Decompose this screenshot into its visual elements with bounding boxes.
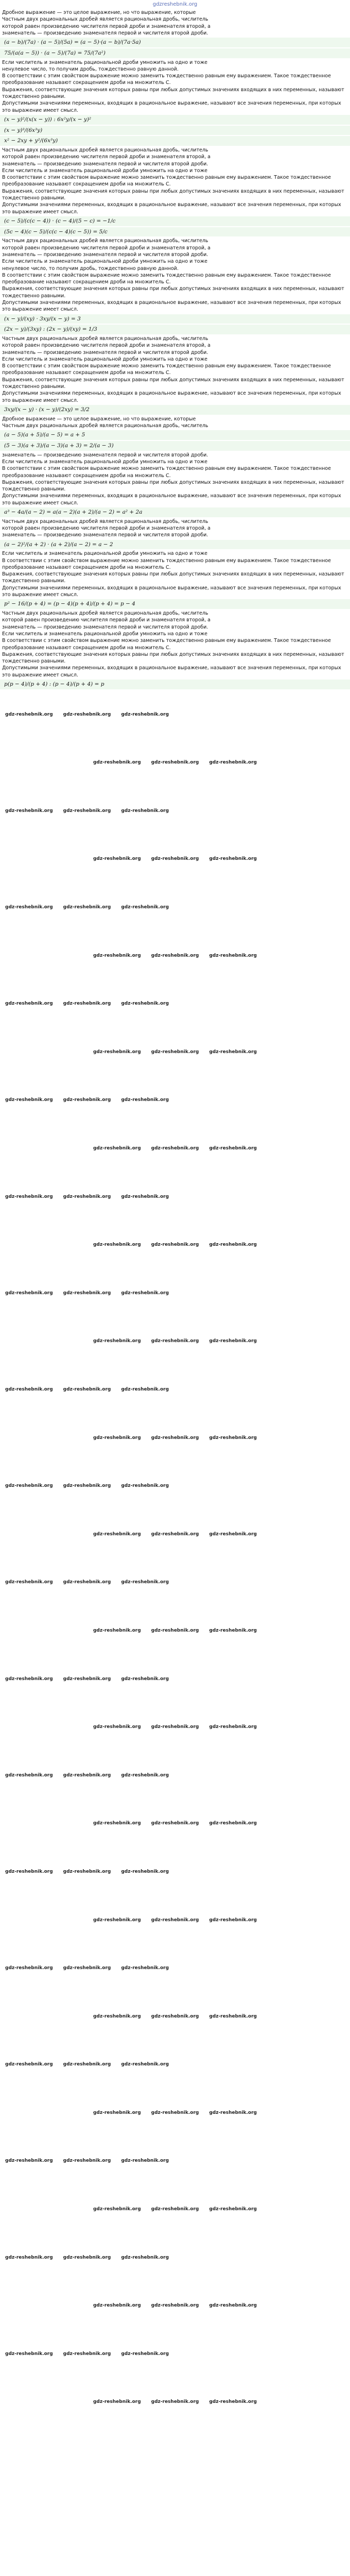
watermark-text: gdz-reshebnik.org <box>121 1290 169 1296</box>
paragraph: Частным двух рациональных дробей является рациональная дробь, числитель <box>2 518 208 524</box>
paragraph: В соответствии с этим свойством выражение можно заменить тождественно равным ему выражением. Такое тождественное преобразование называют сокращением дроби на множитель C. <box>2 363 331 376</box>
watermark-text: gdz-reshebnik.org <box>151 1049 199 1055</box>
watermark-text: gdz-reshebnik.org <box>93 1435 141 1440</box>
watermark-line <box>0 1944 350 1992</box>
watermark-text: gdz-reshebnik.org <box>151 2399 199 2405</box>
watermark-text: gdz-reshebnik.org <box>151 1146 199 1151</box>
watermark-text: gdz-reshebnik.org <box>93 1146 141 1151</box>
paragraph: Частным двух рациональных дробей является рациональная дробь, числитель <box>2 238 208 244</box>
watermark-text: gdz-reshebnik.org <box>5 1869 53 1874</box>
watermark-text: gdz-reshebnik.org <box>63 1001 111 1007</box>
watermark-text: gdz-reshebnik.org <box>5 2062 53 2067</box>
paragraph: знаменатель — произведению знаменателя первой и числителя второй дроби. <box>2 624 208 630</box>
watermark-text: gdz-reshebnik.org <box>93 856 141 862</box>
paragraph: знаменатель — произведению знаменателя первой и числителя второй дроби. <box>2 452 208 458</box>
watermark-line <box>0 1751 350 1800</box>
watermark-text: gdz-reshebnik.org <box>151 856 199 862</box>
watermark-line <box>0 2137 350 2185</box>
watermark-text: gdz-reshebnik.org <box>121 1965 169 1971</box>
watermark-line <box>0 1992 350 2041</box>
watermark-text: gdz-reshebnik.org <box>63 1772 111 1778</box>
watermark-text: gdz-reshebnik.org <box>121 1386 169 1392</box>
watermark-text: gdz-reshebnik.org <box>93 1049 141 1055</box>
watermark-text: gdz-reshebnik.org <box>209 2303 257 2309</box>
watermark-text: gdz-reshebnik.org <box>151 760 199 766</box>
math-formula: 75/(a(a − 5)) · (a − 5)/(7a) = 75/(7a²) <box>0 48 350 58</box>
watermark-text: gdz-reshebnik.org <box>5 2255 53 2260</box>
math-formula: x² − 2xy + y²/(6x³y) <box>0 136 350 146</box>
watermark-area <box>0 690 350 2576</box>
watermark-text: gdz-reshebnik.org <box>93 2399 141 2405</box>
watermark-text: gdz-reshebnik.org <box>121 1772 169 1778</box>
paragraph: Если числитель и знаменатель рациональной дроби умножить на одно и тоже <box>2 356 208 362</box>
math-formula: 3xy/(x − y) · (x − y)/(2xy) = 3/2 <box>0 405 350 415</box>
watermark-line <box>0 1028 350 1076</box>
paragraph: Частным двух рациональных дробей является рациональная дробь, числитель <box>2 335 208 342</box>
watermark-line <box>0 2233 350 2282</box>
section-5 <box>0 416 350 506</box>
watermark-text: gdz-reshebnik.org <box>121 1483 169 1489</box>
watermark-text: gdz-reshebnik.org <box>63 1965 111 1971</box>
watermark-line <box>0 1365 350 1414</box>
watermark-line <box>0 1462 350 1510</box>
watermark-text: gdz-reshebnik.org <box>5 711 53 717</box>
watermark-line <box>0 979 350 1028</box>
watermark-line <box>0 1221 350 1269</box>
section-4 <box>0 314 350 415</box>
math-formula: (x − y)²/(x(x − y)) : 6x²y/(x − y)² <box>0 115 350 125</box>
watermark-text: gdz-reshebnik.org <box>93 2303 141 2309</box>
watermark-text: gdz-reshebnik.org <box>5 1386 53 1392</box>
watermark-text: gdz-reshebnik.org <box>209 1435 257 1440</box>
watermark-text: gdz-reshebnik.org <box>93 760 141 766</box>
watermark-text: gdz-reshebnik.org <box>209 1724 257 1730</box>
watermark-text: gdz-reshebnik.org <box>63 2255 111 2260</box>
watermark-text: gdz-reshebnik.org <box>63 1869 111 1874</box>
paragraph: Дробное выражение — это целое выражение, но что выражение, которые <box>2 416 196 422</box>
watermark-line <box>0 1606 350 1655</box>
watermark-line <box>0 2330 350 2378</box>
paragraph: Частным двух рациональных дробей является рациональная дробь, числитель <box>2 147 208 153</box>
watermark-text: gdz-reshebnik.org <box>209 953 257 958</box>
watermark-line <box>0 835 350 883</box>
paragraph: В соответствии с этим свойством выражение можно заменить тождественно равным ему выражением. Такое тождественное преобразование называют сокращением дроби на множитель C. <box>2 175 331 188</box>
paragraph: Если числитель и знаменатель рациональной дроби умножить на одно и тоже <box>2 459 208 465</box>
watermark-text: gdz-reshebnik.org <box>5 808 53 814</box>
watermark-text: gdz-reshebnik.org <box>121 1001 169 1007</box>
watermark-text: gdz-reshebnik.org <box>209 1628 257 1633</box>
watermark-line <box>0 1317 350 1365</box>
paragraph: которой равен произведению числителя первой дроби и знаменателя второй, а <box>2 245 211 251</box>
watermark-line <box>0 738 350 787</box>
math-formula: (x − y)³/(6x³y) <box>0 126 350 135</box>
paragraph: Частным двух рациональных дробей является рациональная дробь, числитель <box>2 611 208 617</box>
watermark-text: gdz-reshebnik.org <box>93 2013 141 2019</box>
paragraph: В соответствии с этим свойством выражение можно заменить тождественно равным ему выражением. Такое тождественное преобразование называют сокращением дроби на множитель C. <box>2 557 331 570</box>
watermark-line <box>0 2040 350 2089</box>
watermark-line <box>0 2281 350 2330</box>
watermark-line <box>0 2089 350 2137</box>
watermark-line <box>0 1173 350 1221</box>
paragraph: Если числитель и знаменатель рациональной дроби умножить на одно и тоже <box>2 631 208 637</box>
paragraph: Если числитель и знаменатель рациональной дроби умножить на одно и тоже <box>2 259 208 265</box>
watermark-line <box>0 1655 350 1703</box>
watermark-text: gdz-reshebnik.org <box>209 1242 257 1248</box>
paragraph: Допустимыми значениями переменных, входящих в рациональное выражение, называют все значения переменных, при которых это выражение имеет смысл. <box>2 391 341 403</box>
paragraph: знаменатель — произведению знаменателя первой и числителя второй дроби. <box>2 30 208 36</box>
watermark-text: gdz-reshebnik.org <box>121 711 169 717</box>
watermark-line <box>0 883 350 931</box>
watermark-text: gdz-reshebnik.org <box>5 1676 53 1682</box>
paragraph: знаменатель — произведению знаменателя первой и числителя второй дроби. <box>2 532 208 538</box>
watermark-text: gdz-reshebnik.org <box>5 2158 53 2164</box>
watermark-text: gdz-reshebnik.org <box>63 808 111 814</box>
watermark-text: gdz-reshebnik.org <box>121 1194 169 1199</box>
watermark-text: gdz-reshebnik.org <box>93 1338 141 1344</box>
paragraph: знаменатель — произведению знаменателя первой и числителя второй дроби. <box>2 161 208 167</box>
content <box>0 9 350 2576</box>
watermark-text: gdz-reshebnik.org <box>5 1001 53 1007</box>
math-formula: (2x − y)/(3xy) : (2x − y)/(xy) = 1/3 <box>0 325 350 334</box>
watermark-line <box>0 1703 350 1751</box>
section-3 <box>0 216 350 313</box>
paragraph: которой равен произведению числителя первой дроби и знаменателя второй, а <box>2 154 211 160</box>
watermark-text: gdz-reshebnik.org <box>151 2013 199 2019</box>
math-formula: p² − 16/(p + 4) = (p − 4)(p + 4)/(p + 4) = p − 4 <box>0 599 350 609</box>
watermark-text: gdz-reshebnik.org <box>151 2303 199 2309</box>
watermark-text: gdz-reshebnik.org <box>151 2207 199 2212</box>
watermark-text: gdz-reshebnik.org <box>209 1531 257 1537</box>
watermark-text: gdz-reshebnik.org <box>93 953 141 958</box>
watermark-text: gdz-reshebnik.org <box>209 760 257 766</box>
watermark-text: gdz-reshebnik.org <box>151 1628 199 1633</box>
watermark-text: gdz-reshebnik.org <box>209 1917 257 1923</box>
watermark-text: gdz-reshebnik.org <box>151 1242 199 1248</box>
watermark-line <box>0 787 350 835</box>
paragraph: Допустимыми значениями переменных, входящих в рациональное выражение, называют все значения переменных, при которых это выражение имеет смысл. <box>2 493 341 506</box>
section-7 <box>0 599 350 689</box>
watermark-text: gdz-reshebnik.org <box>93 1724 141 1730</box>
watermark-text: gdz-reshebnik.org <box>93 1242 141 1248</box>
math-formula: (5 − 3)(a + 3)/(a − 3)(a + 3) = 2/(a − 3) <box>0 441 350 451</box>
watermark-text: gdz-reshebnik.org <box>209 1146 257 1151</box>
watermark-text: gdz-reshebnik.org <box>209 2399 257 2405</box>
paragraph: Если числитель и знаменатель рациональной дроби умножить на одно и тоже <box>2 551 208 557</box>
watermark-text: gdz-reshebnik.org <box>151 1724 199 1730</box>
section-2 <box>0 115 350 215</box>
watermark-line <box>0 1124 350 1173</box>
paragraph: Частным двух рациональных дробей является рациональная дробь, числитель <box>2 422 208 429</box>
watermark-text: gdz-reshebnik.org <box>5 2351 53 2357</box>
watermark-text: gdz-reshebnik.org <box>63 2158 111 2164</box>
watermark-text: gdz-reshebnik.org <box>151 953 199 958</box>
watermark-text: gdz-reshebnik.org <box>93 2207 141 2212</box>
watermark-text: gdz-reshebnik.org <box>209 2013 257 2019</box>
math-formula: (c − 5)/(c(c − 4)) · (c − 4)/(5 − c) = −1/c <box>0 216 350 226</box>
paragraph: которой равен произведению числителя первой дроби и знаменателя второй, а <box>2 23 211 29</box>
watermark-text: gdz-reshebnik.org <box>151 1531 199 1537</box>
watermark-text: gdz-reshebnik.org <box>93 1531 141 1537</box>
paragraph: В соответствии с этим свойством выражение можно заменить тождественно равным ему выражением. Такое тождественное преобразование называют сокращением дроби на множитель C. <box>2 272 331 285</box>
watermark-text: gdz-reshebnik.org <box>121 1676 169 1682</box>
watermark-text: gdz-reshebnik.org <box>121 2062 169 2067</box>
watermark-text: gdz-reshebnik.org <box>5 1290 53 1296</box>
paragraph: Выражения, соответствующие значения которых равны при любых допустимых значениях входящих в них переменных, называют тождественно равными. <box>2 479 344 493</box>
watermark-text: gdz-reshebnik.org <box>121 808 169 814</box>
paragraph: В соответствии с этим свойством выражение можно заменить тождественно равным ему выражением. Такое тождественное преобразование называют сокращением дроби на множитель C. <box>2 73 331 86</box>
watermark-text: gdz-reshebnik.org <box>5 905 53 910</box>
watermark-line <box>0 2378 350 2426</box>
watermark-line <box>0 1848 350 1896</box>
paragraph: Допустимыми значениями переменных, входящих в рациональное выражение, называют все значения переменных, при которых это выражение имеет смысл. <box>2 100 341 113</box>
paragraph: которой равен произведению числителя первой дроби и знаменателя второй, а <box>2 343 211 349</box>
watermark-text: gdz-reshebnik.org <box>209 856 257 862</box>
watermark-text: gdz-reshebnik.org <box>151 1917 199 1923</box>
watermark-text: gdz-reshebnik.org <box>5 1580 53 1585</box>
paragraph: Выражения, соответствующие значения которых равны при любых допустимых значениях входящих в них переменных, называют тождественно равными. <box>2 651 344 665</box>
paragraph: Допустимыми значениями переменных, входящих в рациональное выражение, называют все значения переменных, при которых это выражение имеет смысл. <box>2 202 341 215</box>
math-formula: a³ − 4a/(a − 2) = a(a − 2)(a + 2)/(a − 2) = a² + 2a <box>0 507 350 517</box>
watermark-text: gdz-reshebnik.org <box>151 1338 199 1344</box>
watermark-text: gdz-reshebnik.org <box>209 1338 257 1344</box>
watermark-line <box>0 1896 350 1944</box>
paragraph: Дробное выражение — это целое выражение, но что выражение, которые <box>2 10 196 15</box>
watermark-text: gdz-reshebnik.org <box>121 2255 169 2260</box>
watermark-text: gdz-reshebnik.org <box>121 2351 169 2357</box>
watermark-text: gdz-reshebnik.org <box>151 1821 199 1826</box>
paragraph: Допустимыми значениями переменных, входящих в рациональное выражение, называют все значения переменных, при которых это выражение имеет смысл. <box>2 665 341 678</box>
paragraph: Допустимыми значениями переменных, входящих в рациональное выражение, называют все значения переменных, при которых это выражение имеет смысл. <box>2 300 341 313</box>
watermark-text: gdz-reshebnik.org <box>5 1097 53 1103</box>
paragraph: Если числитель и знаменатель рациональной дроби умножить на одно и тоже <box>2 167 208 174</box>
watermark-text: gdz-reshebnik.org <box>209 2110 257 2115</box>
watermark-line <box>0 1269 350 1317</box>
watermark-line <box>0 690 350 739</box>
watermark-text: gdz-reshebnik.org <box>63 2351 111 2357</box>
paragraph: Выражения, соответствующие значения которых равны при любых допустимых значениях входящих в них переменных, называют тождественно равными. <box>2 87 344 100</box>
paragraph: которой равен произведению числителя первой дроби и знаменателя второй, а <box>2 617 211 623</box>
math-formula: (a − 5)(a + 5)/(a − 5) = a + 5 <box>0 430 350 440</box>
watermark-line <box>0 1510 350 1558</box>
math-formula: p(p − 4)/(p + 4) : (p − 4)/(p + 4) = p <box>0 680 350 689</box>
watermark-text: gdz-reshebnik.org <box>93 1628 141 1633</box>
paragraph: Выражения, соответствующие значения которых равны при любых допустимых значениях входящих в них переменных, называют тождественно равными. <box>2 377 344 390</box>
watermark-text: gdz-reshebnik.org <box>121 1869 169 1874</box>
watermark-text: gdz-reshebnik.org <box>151 2110 199 2115</box>
watermark-text: gdz-reshebnik.org <box>209 1049 257 1055</box>
paragraph: Если числитель и знаменатель рациональной дроби умножить на одно и тоже <box>2 59 208 65</box>
site-header[interactable]: gdzreshebnik.org <box>152 2 198 7</box>
watermark-text: gdz-reshebnik.org <box>5 1965 53 1971</box>
paragraph: В соответствии с этим свойством выражение можно заменить тождественно равным ему выражением. Такое тождественное преобразование называют сокращением дроби на множитель C. <box>2 638 331 651</box>
watermark-text: gdz-reshebnik.org <box>63 1676 111 1682</box>
watermark-text: gdz-reshebnik.org <box>63 2062 111 2067</box>
paragraph: Частным двух рациональных дробей является рациональная дробь, числитель <box>2 16 208 23</box>
paragraph: знаменатель — произведению знаменателя первой и числителя второй дроби. <box>2 251 208 258</box>
watermark-text: gdz-reshebnik.org <box>93 2110 141 2115</box>
watermark-text: gdz-reshebnik.org <box>63 1290 111 1296</box>
watermark-line <box>0 1558 350 1606</box>
watermark-text: gdz-reshebnik.org <box>5 1194 53 1199</box>
watermark-text: gdz-reshebnik.org <box>121 2158 169 2164</box>
watermark-text: gdz-reshebnik.org <box>63 1194 111 1199</box>
paragraph: В соответствии с этим свойством выражение можно заменить тождественно равным ему выражением. Такое тождественное преобразование называют сокращением дроби на множитель C. <box>2 466 331 479</box>
watermark-text: gdz-reshebnik.org <box>209 2207 257 2212</box>
paragraph: Выражения, соответствующие значения которых равны при любых допустимых значениях входящих в них переменных, называют тождественно равными. <box>2 188 344 201</box>
watermark-text: gdz-reshebnik.org <box>93 1821 141 1826</box>
paragraph: знаменатель — произведению знаменателя первой и числителя второй дроби. <box>2 349 208 355</box>
watermark-text: gdz-reshebnik.org <box>5 1483 53 1489</box>
paragraph: Допустимыми значениями переменных, входящих в рациональное выражение, называют все значения переменных, при которых это выражение имеет смысл. <box>2 585 341 598</box>
watermark-text: gdz-reshebnik.org <box>121 1580 169 1585</box>
math-formula: (x − y)/(xy) · 3xy/(x − y) = 3 <box>0 314 350 324</box>
watermark-text: gdz-reshebnik.org <box>121 1097 169 1103</box>
paragraph: ненулевое число, то получим дробь, тождественно равную данной. <box>2 265 179 272</box>
paragraph: Выражения, соответствующие значения которых равны при любых допустимых значениях входящих в них переменных, называют тождественно равными. <box>2 286 344 299</box>
watermark-line <box>0 1414 350 1462</box>
watermark-text: gdz-reshebnik.org <box>121 905 169 910</box>
watermark-text: gdz-reshebnik.org <box>151 1435 199 1440</box>
watermark-text: gdz-reshebnik.org <box>93 1917 141 1923</box>
watermark-line <box>0 1799 350 1848</box>
watermark-text: gdz-reshebnik.org <box>63 1097 111 1103</box>
watermark-text: gdz-reshebnik.org <box>63 1580 111 1585</box>
paragraph: ненулевое число, то получим дробь, тождественно равную данной. <box>2 66 179 72</box>
watermark-line <box>0 931 350 980</box>
watermark-text: gdz-reshebnik.org <box>5 1772 53 1778</box>
math-formula: (a − b)/(7a) · (a − 5)/(5a) = (a − 5)·(a − b)/(7a·5a) <box>0 38 350 47</box>
watermark-text: gdz-reshebnik.org <box>63 1386 111 1392</box>
watermark-text: gdz-reshebnik.org <box>63 905 111 910</box>
watermark-line <box>0 2185 350 2233</box>
watermark-line <box>0 1076 350 1124</box>
watermark-text: gdz-reshebnik.org <box>63 1483 111 1489</box>
section-1 <box>0 9 350 114</box>
watermark-text: gdz-reshebnik.org <box>63 711 111 717</box>
section-6 <box>0 507 350 598</box>
math-formula: (a − 2)²/(a + 2) · (a + 2)/(a − 2) = a − 2 <box>0 540 350 550</box>
watermark-text: gdz-reshebnik.org <box>209 1821 257 1826</box>
math-formula: (5c − 4)(c − 5)/(c(c − 4)(c − 5)) = 5/c <box>0 227 350 237</box>
paragraph: Выражения, соответствующие значения которых равны при любых допустимых значениях входящих в них переменных, называют тождественно равными. <box>2 571 344 584</box>
paragraph: которой равен произведению числителя первой дроби и знаменателя второй, а <box>2 525 211 531</box>
